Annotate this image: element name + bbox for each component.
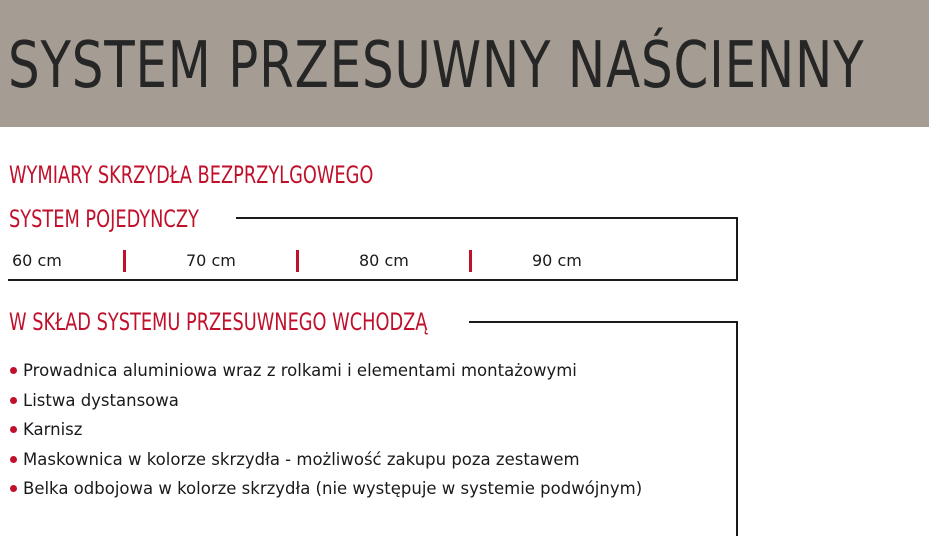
bullet-icon (10, 426, 17, 433)
size-80: 80 cm (359, 251, 409, 270)
single-system-heading: SYSTEM POJEDYNCZY (9, 205, 199, 233)
title-banner (0, 0, 929, 127)
page-title: SYSTEM PRZESUWNY NAŚCIENNY (8, 29, 865, 103)
list-item-text: Listwa dystansowa (23, 390, 179, 410)
size-separator (123, 250, 126, 272)
list-item-text: Prowadnica aluminiowa wraz z rolkami i elementami montażowymi (23, 361, 577, 380)
size-90: 90 cm (532, 251, 582, 270)
bullet-icon (10, 485, 17, 492)
sizes-frame-bottom-line (8, 279, 238, 281)
size-70: 70 cm (186, 251, 236, 270)
size-60: 60 cm (12, 251, 62, 270)
bullet-icon (10, 456, 17, 463)
size-separator (469, 250, 472, 272)
list-item (9, 386, 642, 416)
bullet-icon (10, 367, 17, 374)
list-item-text: Belka odbojowa w kolorze skrzydła (nie występuje w systemie podwójnym) (23, 479, 643, 498)
list-item (9, 445, 642, 475)
sizes-frame (236, 217, 738, 281)
bullet-icon (10, 397, 17, 404)
list-item (9, 474, 642, 504)
composition-list (9, 356, 642, 504)
list-item (9, 356, 642, 386)
list-item (9, 415, 642, 445)
list-item-text: Karnisz (23, 420, 83, 439)
list-item-text: Maskownica w kolorze skrzydła - możliwość zakupu poza zestawem (23, 449, 580, 469)
size-separator (296, 250, 299, 272)
composition-heading: W SKŁAD SYSTEMU PRZESUWNEGO WCHODZĄ (9, 308, 428, 336)
dimensions-heading: WYMIARY SKRZYDŁA BEZPRZYLGOWEGO (9, 161, 374, 189)
